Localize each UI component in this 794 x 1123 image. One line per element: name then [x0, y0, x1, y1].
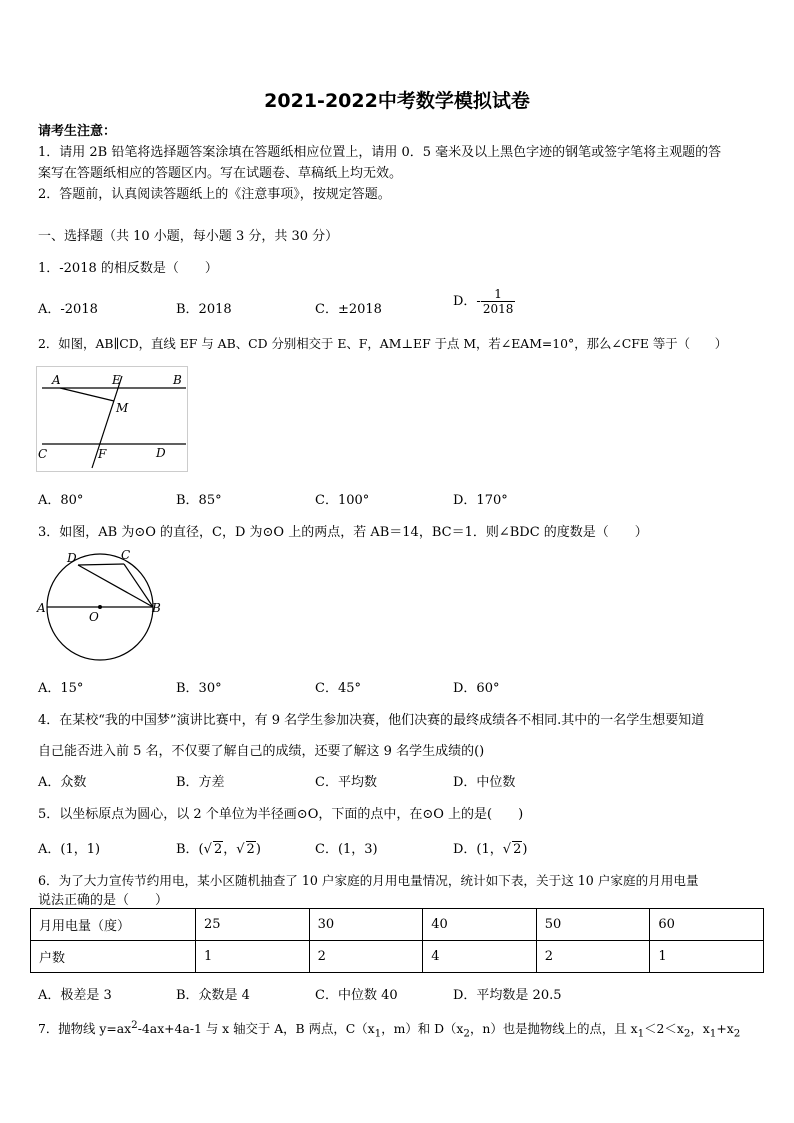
table-cell: 2: [309, 941, 423, 973]
q1-option-b: B．2018: [176, 302, 232, 317]
q7-subscript-2: 2: [463, 1027, 470, 1040]
q2-label-a: A: [52, 373, 61, 387]
q7-subscript-6: 2: [733, 1027, 741, 1040]
table-cell: 50: [536, 909, 650, 941]
q2-stem: 2．如图，AB∥CD，直线 EF 与 AB、CD 分别相交于 E、F，AM⊥EF 于点 M，若∠EAM=10°，那么∠CFE 等于（ ）: [38, 336, 728, 351]
q3-label-a: A: [37, 601, 46, 615]
table-cell: 40: [423, 909, 537, 941]
q5-option-d: D．(1，√ 2): [453, 842, 528, 857]
q5-option-d-suffix: ): [522, 842, 528, 857]
q5-option-b-radicand-2: 2: [246, 842, 255, 857]
q6-option-a: A．极差是 3: [38, 988, 112, 1003]
q3-label-b: B: [152, 601, 161, 615]
table-cell: 60: [650, 909, 764, 941]
q5-option-b-separator: ，: [223, 842, 237, 857]
q5-option-c: C．(1，3): [315, 842, 378, 857]
q5-stem: 5．以坐标原点为圆心，以 2 个单位为半径画⊙O，下面的点中，在⊙O 上的是( ): [38, 807, 524, 822]
notice-line-2: 案写在答题纸相应的答题区内。写在试题卷、草稿纸上均无效。: [38, 166, 403, 181]
q2-line-ef: [92, 376, 122, 468]
q7-subscript-1: 1: [374, 1027, 382, 1040]
q7-text-5: ＜2＜x: [644, 1021, 684, 1037]
q1-fraction-denominator: 2018: [482, 302, 514, 316]
q2-label-m: M: [116, 401, 129, 415]
q2-option-a: A．80°: [38, 493, 84, 508]
q1-option-d-prefix: D．-: [453, 294, 481, 309]
q4-option-d: D．中位数: [453, 775, 516, 790]
q1-option-d: [453, 287, 515, 316]
section-heading: 一、选择题（共 10 小题，每小题 3 分，共 30 分）: [38, 229, 339, 244]
page-title: 2021-2022中考数学模拟试卷: [264, 90, 530, 112]
q3-label-o: O: [89, 610, 99, 624]
q4-option-b: B．方差: [176, 775, 225, 790]
q2-label-f: F: [98, 447, 107, 461]
q2-figure: [36, 366, 188, 472]
q3-label-d: D: [67, 551, 77, 565]
q3-figure: [34, 546, 166, 666]
notice-line-3: 2．答题前，认真阅读答题纸上的《注意事项》，按规定答题。: [38, 187, 391, 202]
table-cell: 月用电量（度）: [31, 909, 196, 941]
q3-center-point: [98, 605, 102, 609]
q7-superscript: 2: [131, 1019, 138, 1031]
q1-stem: 1．-2018 的相反数是（ ）: [38, 261, 218, 276]
q2-label-c: C: [38, 447, 48, 461]
notice-heading: 请考生注意：: [38, 124, 117, 139]
q7-subscript-3: 1: [637, 1027, 645, 1040]
q3-option-a: A．15°: [38, 681, 84, 696]
q7-text-2: -4ax+4a-1 与 x 轴交于 A，B 两点，C（x: [137, 1021, 375, 1037]
q6-line-1: 6．为了大力宣传节约用电，某小区随机抽查了 10 户家庭的月用电量情况，统计如下表，关于这 10 户家庭的月用电量: [38, 873, 699, 888]
q5-option-b-suffix: ): [255, 842, 261, 857]
q5-option-b: B．(√ 2，√ 2): [176, 842, 261, 857]
q3-stem: 3．如图，AB 为⊙O 的直径，C，D 为⊙O 上的两点，若 AB＝14，BC＝1．则∠BDC 的度数是（ ）: [38, 525, 648, 540]
q6-data-table: [30, 908, 764, 973]
table-row: [31, 909, 764, 941]
q2-option-b: B．85°: [176, 493, 222, 508]
q2-label-d: D: [156, 446, 166, 460]
q5-option-a: A．(1，1): [38, 842, 101, 857]
q3-option-d: D．60°: [453, 681, 500, 696]
q4-option-a: A．众数: [38, 775, 87, 790]
q7-text-3: ，m）和 D（x: [381, 1021, 464, 1037]
q7-text-4: ，n）也是抛物线上的点，且 x: [469, 1021, 638, 1037]
table-cell: 1: [196, 941, 310, 973]
table-cell: 4: [423, 941, 537, 973]
q3-option-b: B．30°: [176, 681, 222, 696]
q4-option-c: C．平均数: [315, 775, 377, 790]
q6-option-b: B．众数是 4: [176, 988, 250, 1003]
q2-label-b: B: [173, 373, 182, 387]
q2-option-d: D．170°: [453, 493, 508, 508]
q7-text-6: ，x: [690, 1021, 710, 1037]
q6-line-2: 说法正确的是（ ）: [38, 893, 169, 908]
q3-label-c: C: [121, 548, 131, 562]
q1-fraction: [481, 287, 516, 316]
q1-fraction-numerator: 1: [481, 287, 516, 302]
q5-option-b-prefix: B．(: [176, 842, 204, 857]
table-row: [31, 941, 764, 973]
q4-line-2: 自己能否进入前 5 名，不仅要了解自己的成绩，还要了解这 9 名学生成绩的(): [38, 744, 485, 759]
q7-subscript-5: 1: [709, 1027, 717, 1040]
q7-stem: [38, 1019, 740, 1040]
q2-label-e: E: [112, 373, 121, 387]
q6-option-c: C．中位数 40: [315, 988, 398, 1003]
q7-subscript-4: 2: [683, 1027, 691, 1040]
q1-option-c: C．±2018: [315, 302, 382, 317]
q3-segment-dc: [78, 564, 124, 565]
table-cell: 2: [536, 941, 650, 973]
table-cell: 25: [196, 909, 310, 941]
q6-option-d: D．平均数是 20.5: [453, 988, 562, 1003]
table-cell: 户数: [31, 941, 196, 973]
table-cell: 1: [650, 941, 764, 973]
q2-segment-am: [60, 388, 114, 401]
q7-text-7: +x: [716, 1021, 734, 1037]
q1-option-a: A．-2018: [38, 302, 98, 317]
table-cell: 30: [309, 909, 423, 941]
q5-option-d-prefix: D．(1，: [453, 842, 503, 857]
q5-option-d-radicand: 2: [513, 842, 522, 857]
q3-segment-db: [78, 565, 153, 607]
q5-option-b-radicand-1: 2: [213, 842, 223, 857]
q2-option-c: C．100°: [315, 493, 370, 508]
q7-text-1: 7．抛物线 y=ax: [38, 1021, 132, 1037]
q4-line-1: 4．在某校“我的中国梦”演讲比赛中，有 9 名学生参加决赛，他们决赛的最终成绩各不相同.其中的一名学生想要知道: [38, 713, 705, 728]
notice-line-1: 1．请用 2B 铅笔将选择题答案涂填在答题纸相应位置上，请用 0．5 毫米及以上黑色字迹的钢笔或签字笔将主观题的答: [38, 145, 722, 160]
q3-option-c: C．45°: [315, 681, 361, 696]
